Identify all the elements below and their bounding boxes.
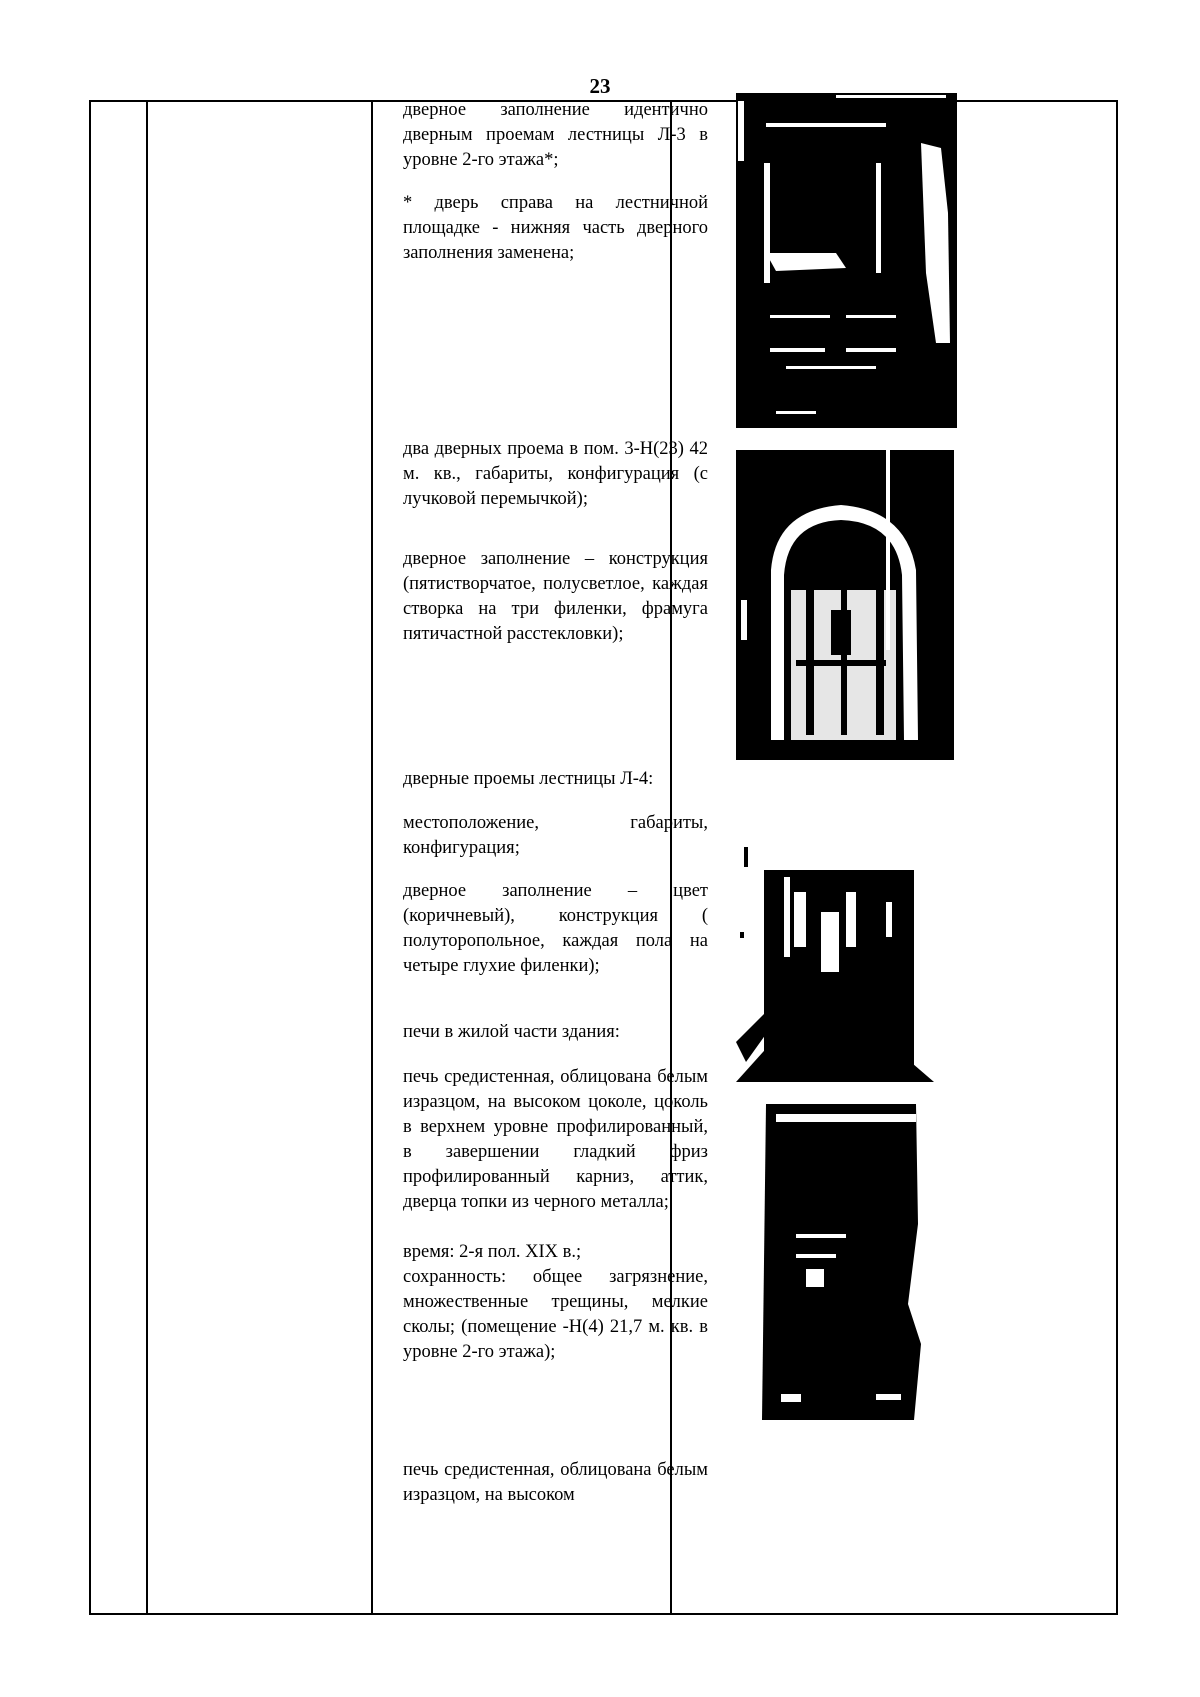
page-number: 23 — [589, 74, 611, 98]
paragraph: дверное заполнение идентично дверным проемам лестницы Л-3 в уровне 2-го этажа*; — [403, 100, 708, 170]
paragraph: дверное заполнение – цвет (коричневый), конструкция ( полуторопольное, каждая пола на четыре глухие филенки); — [403, 881, 708, 976]
paragraph: сохранность: общее загрязнение, множественные трещины, мелкие сколы; (помещение -Н(4) 21,7 м. кв. в уровне 2-го этажа); — [403, 1267, 708, 1362]
paragraph: местоположение, габариты, конфигурация; — [403, 813, 708, 858]
column-divider-1 — [146, 102, 148, 1613]
photo-arched-door-3n23 — [736, 450, 954, 760]
paragraph: два дверных проема в пом. 3-Н(23) 42 м. кв., габариты, конфигурация (с лучковой перемычкой); — [403, 439, 708, 509]
photo-stove-n4 — [736, 1104, 946, 1420]
paragraph: печь средистенная, облицована белым изразцом, на высоком — [403, 1460, 708, 1505]
heritage-table — [89, 100, 1118, 1615]
paragraph: дверное заполнение – конструкция (пятистворчатое, полусветлое, каждая створка на три филенки, фрамуга пятичастной расстекловки); — [403, 549, 708, 644]
photo-door-stair-l3 — [736, 93, 957, 428]
column-divider-2 — [371, 102, 373, 1613]
paragraph: печь средистенная, облицована белым изразцом, на высоком цоколе, цоколь в верхнем уровне профилированный, в завершении гладкий фриз профилированный карниз, аттик, дверца топки из черного металла; — [403, 1067, 708, 1212]
paragraph: дверные проемы лестницы Л-4: — [403, 769, 654, 789]
photo-doors-stair-l4 — [736, 832, 934, 1082]
paragraph: время: 2-я пол. XIX в.; — [403, 1242, 582, 1262]
paragraph: * дверь справа на лестничной площадке - нижняя часть дверного заполнения заменена; — [403, 193, 708, 263]
paragraph: печи в жилой части здания: — [403, 1022, 620, 1042]
